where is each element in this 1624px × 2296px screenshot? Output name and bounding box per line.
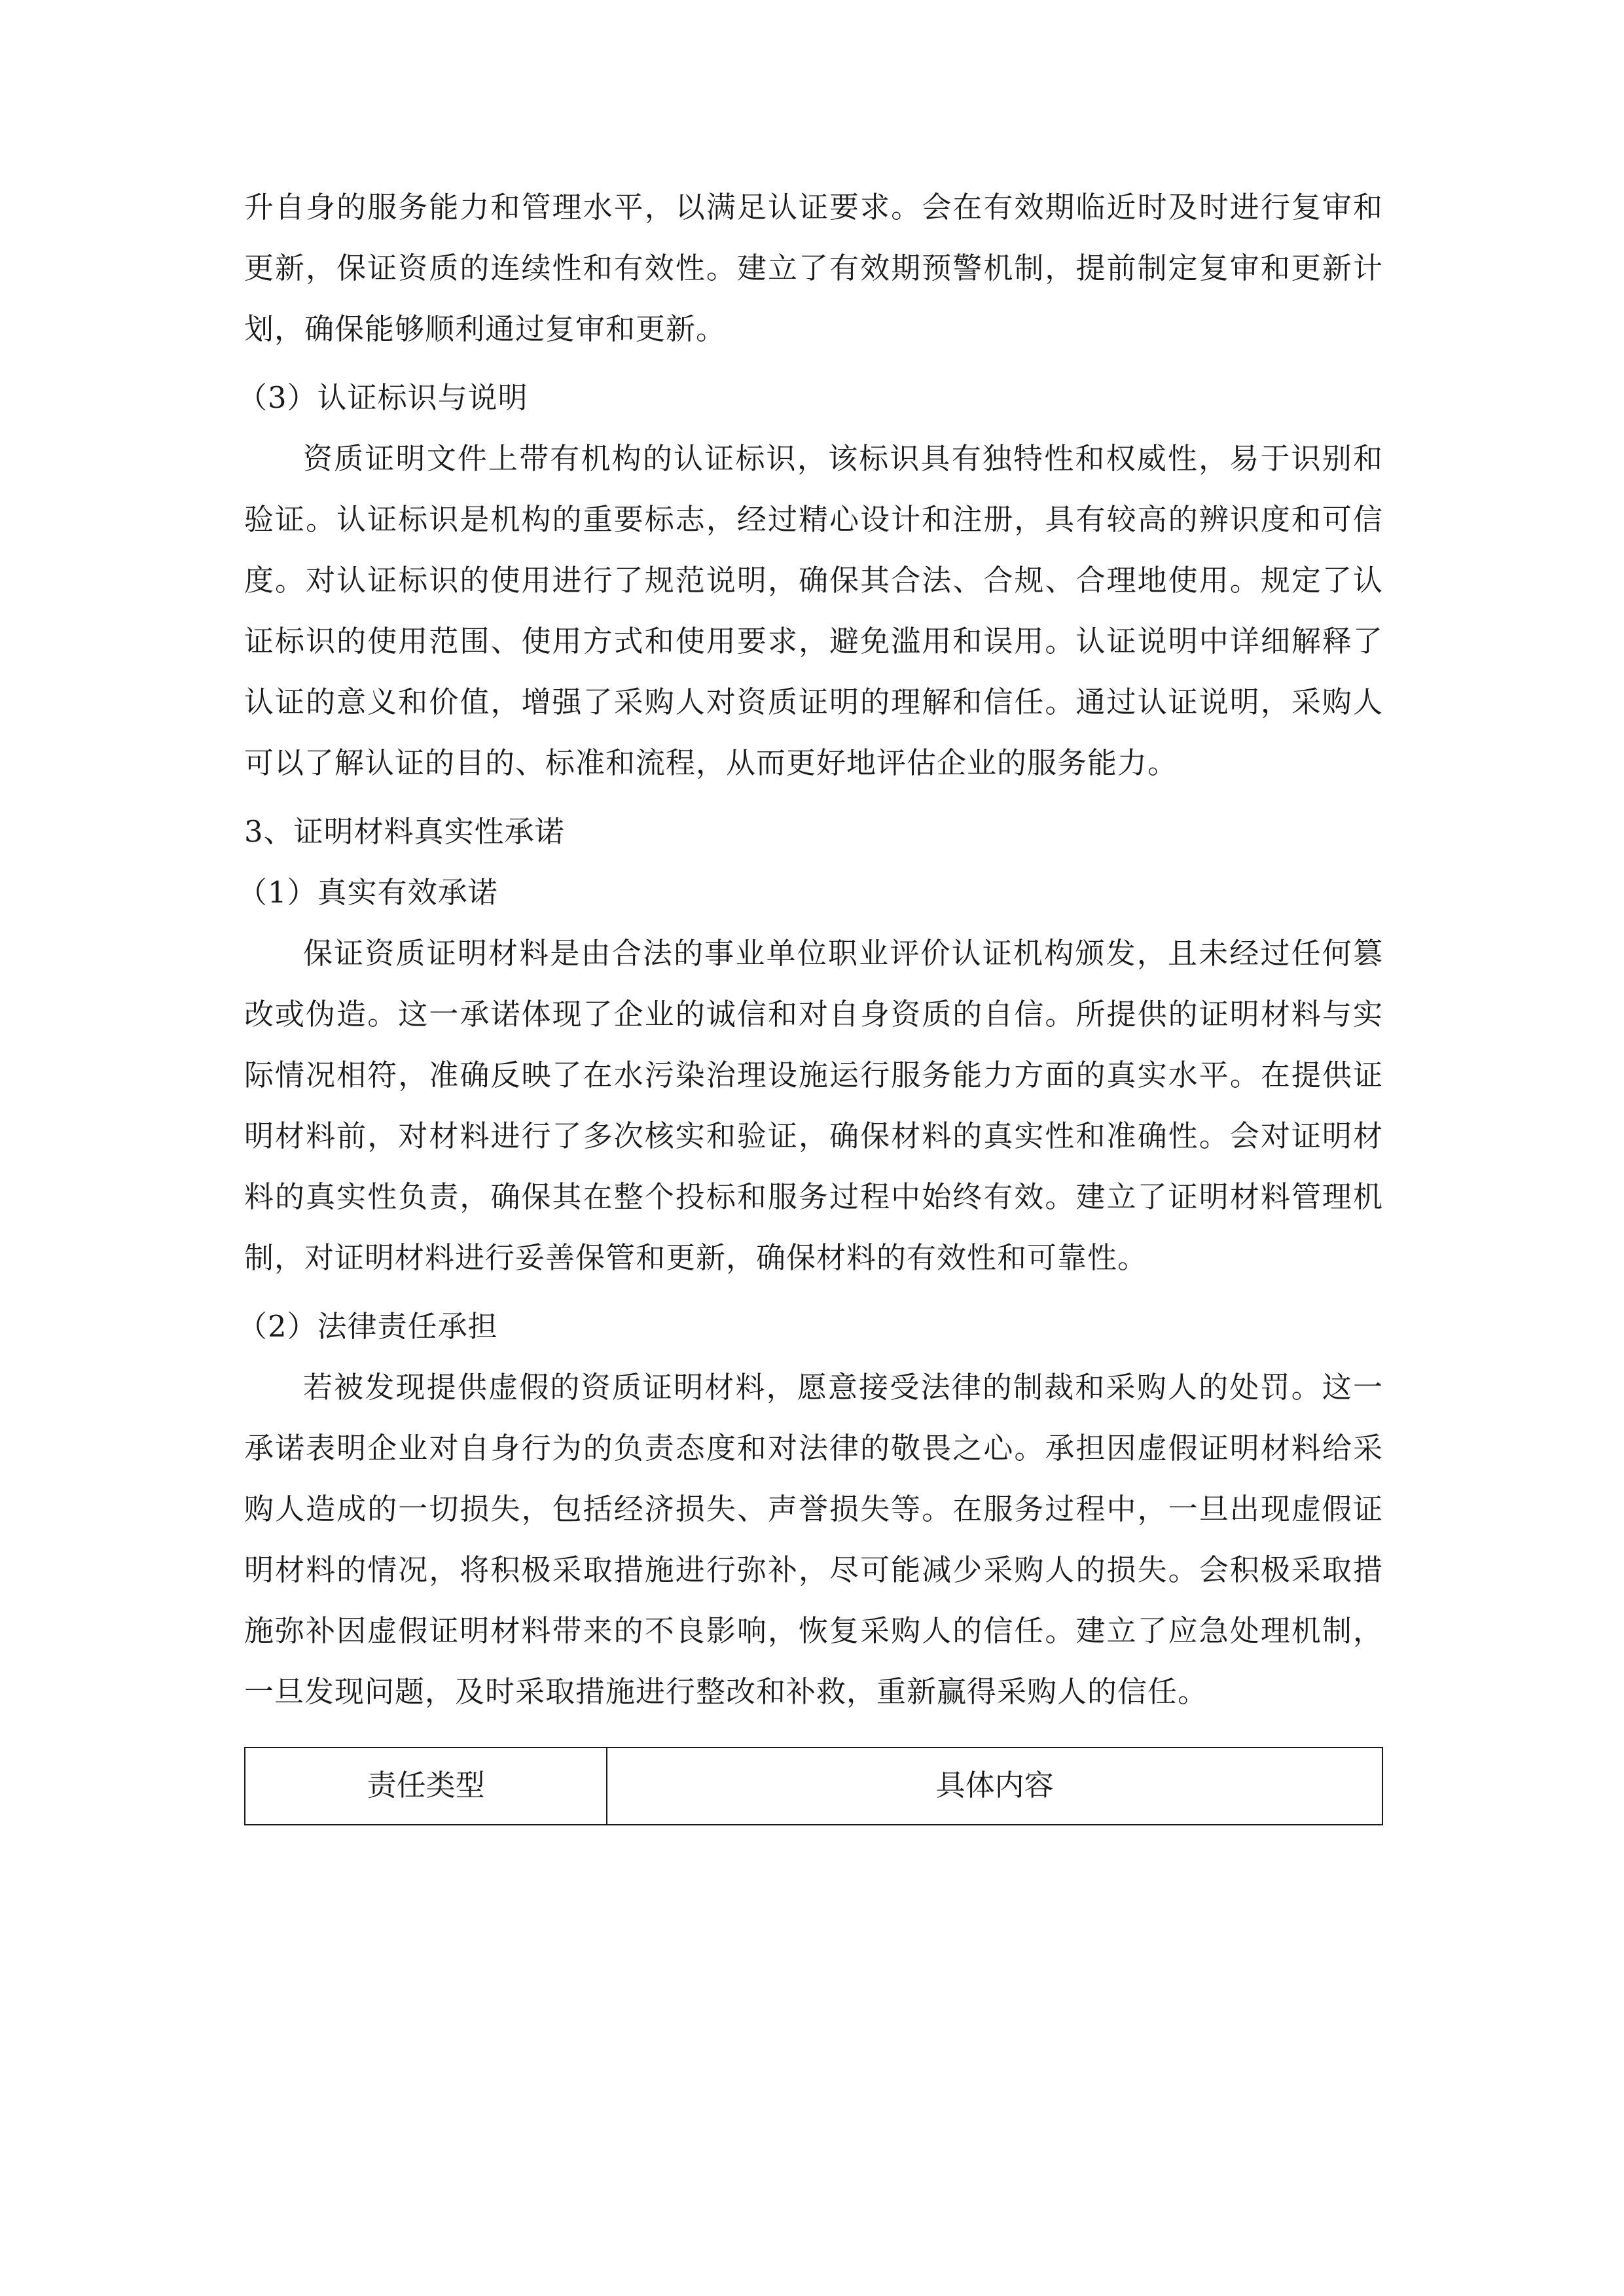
paragraph-certification-mark: 资质证明文件上带有机构的认证标识，该标识具有独特性和权威性，易于识别和验证。认证标识是机构的重要标志，经过精心设计和注册，具有较高的辨识度和可信度。对认证标识的使用进行了规范说明，确保其合法、合规、合理地使用。规定了认证标识的使用范围、使用方式和使用要求，避免滥用和误用。认证说明中详细解释了认证的意义和价值，增强了采购人对资质证明的理解和信任。通过认证说明，采购人可以了解认证的目的、标准和流程，从而更好地评估企业的服务能力。 (244, 441, 1383, 780)
subheading-valid-commitment: （1）真实有效承诺 (238, 875, 498, 910)
table-header-row (245, 1748, 1382, 1825)
paragraph-legal-liability: 若被发现提供虚假的资质证明材料，愿意接受法律的制裁和采购人的处罚。这一承诺表明企业对自身行为的负责态度和对法律的敬畏之心。承担因虚假证明材料给采购人造成的一切损失，包括经济损失、声誉损失等。在服务过程中，一旦出现虚假证明材料的情况，将积极采取措施进行弥补，尽可能减少采购人的损失。会积极采取措施弥补因虚假证明材料带来的不良影响，恢复采购人的信任。建立了应急处理机制，一旦发现问题，及时采取措施进行整改和补救，重新赢得采购人的信任。 (244, 1370, 1383, 1709)
table-header-specific-content: 具体内容 (607, 1748, 1382, 1825)
subheading-legal-liability: （2）法律责任承担 (238, 1309, 498, 1344)
paragraph-valid-commitment: 保证资质证明材料是由合法的事业单位职业评价认证机构颁发，且未经过任何篡改或伪造。这一承诺体现了企业的诚信和对自身资质的自信。所提供的证明材料与实际情况相符，准确反映了在水污染治理设施运行服务能力方面的真实水平。在提供证明材料前，对材料进行了多次核实和验证，确保材料的真实性和准确性。会对证明材料的真实性负责，确保其在整个投标和服务过程中始终有效。建立了证明材料管理机制，对证明材料进行妥善保管和更新，确保材料的有效性和可靠性。 (244, 936, 1383, 1275)
paragraph-renewal: 升自身的服务能力和管理水平，以满足认证要求。会在有效期临近时及时进行复审和更新，保证资质的连续性和有效性。建立了有效期预警机制，提前制定复审和更新计划，确保能够顺利通过复审和更新。 (244, 190, 1383, 346)
table-header-responsibility-type: 责任类型 (245, 1748, 607, 1825)
document-page (238, 177, 1383, 1825)
section-heading-authenticity: 3、证明材料真实性承诺 (244, 814, 565, 849)
responsibility-table (244, 1747, 1383, 1825)
subheading-certification-mark: （3）认证标识与说明 (238, 380, 528, 415)
